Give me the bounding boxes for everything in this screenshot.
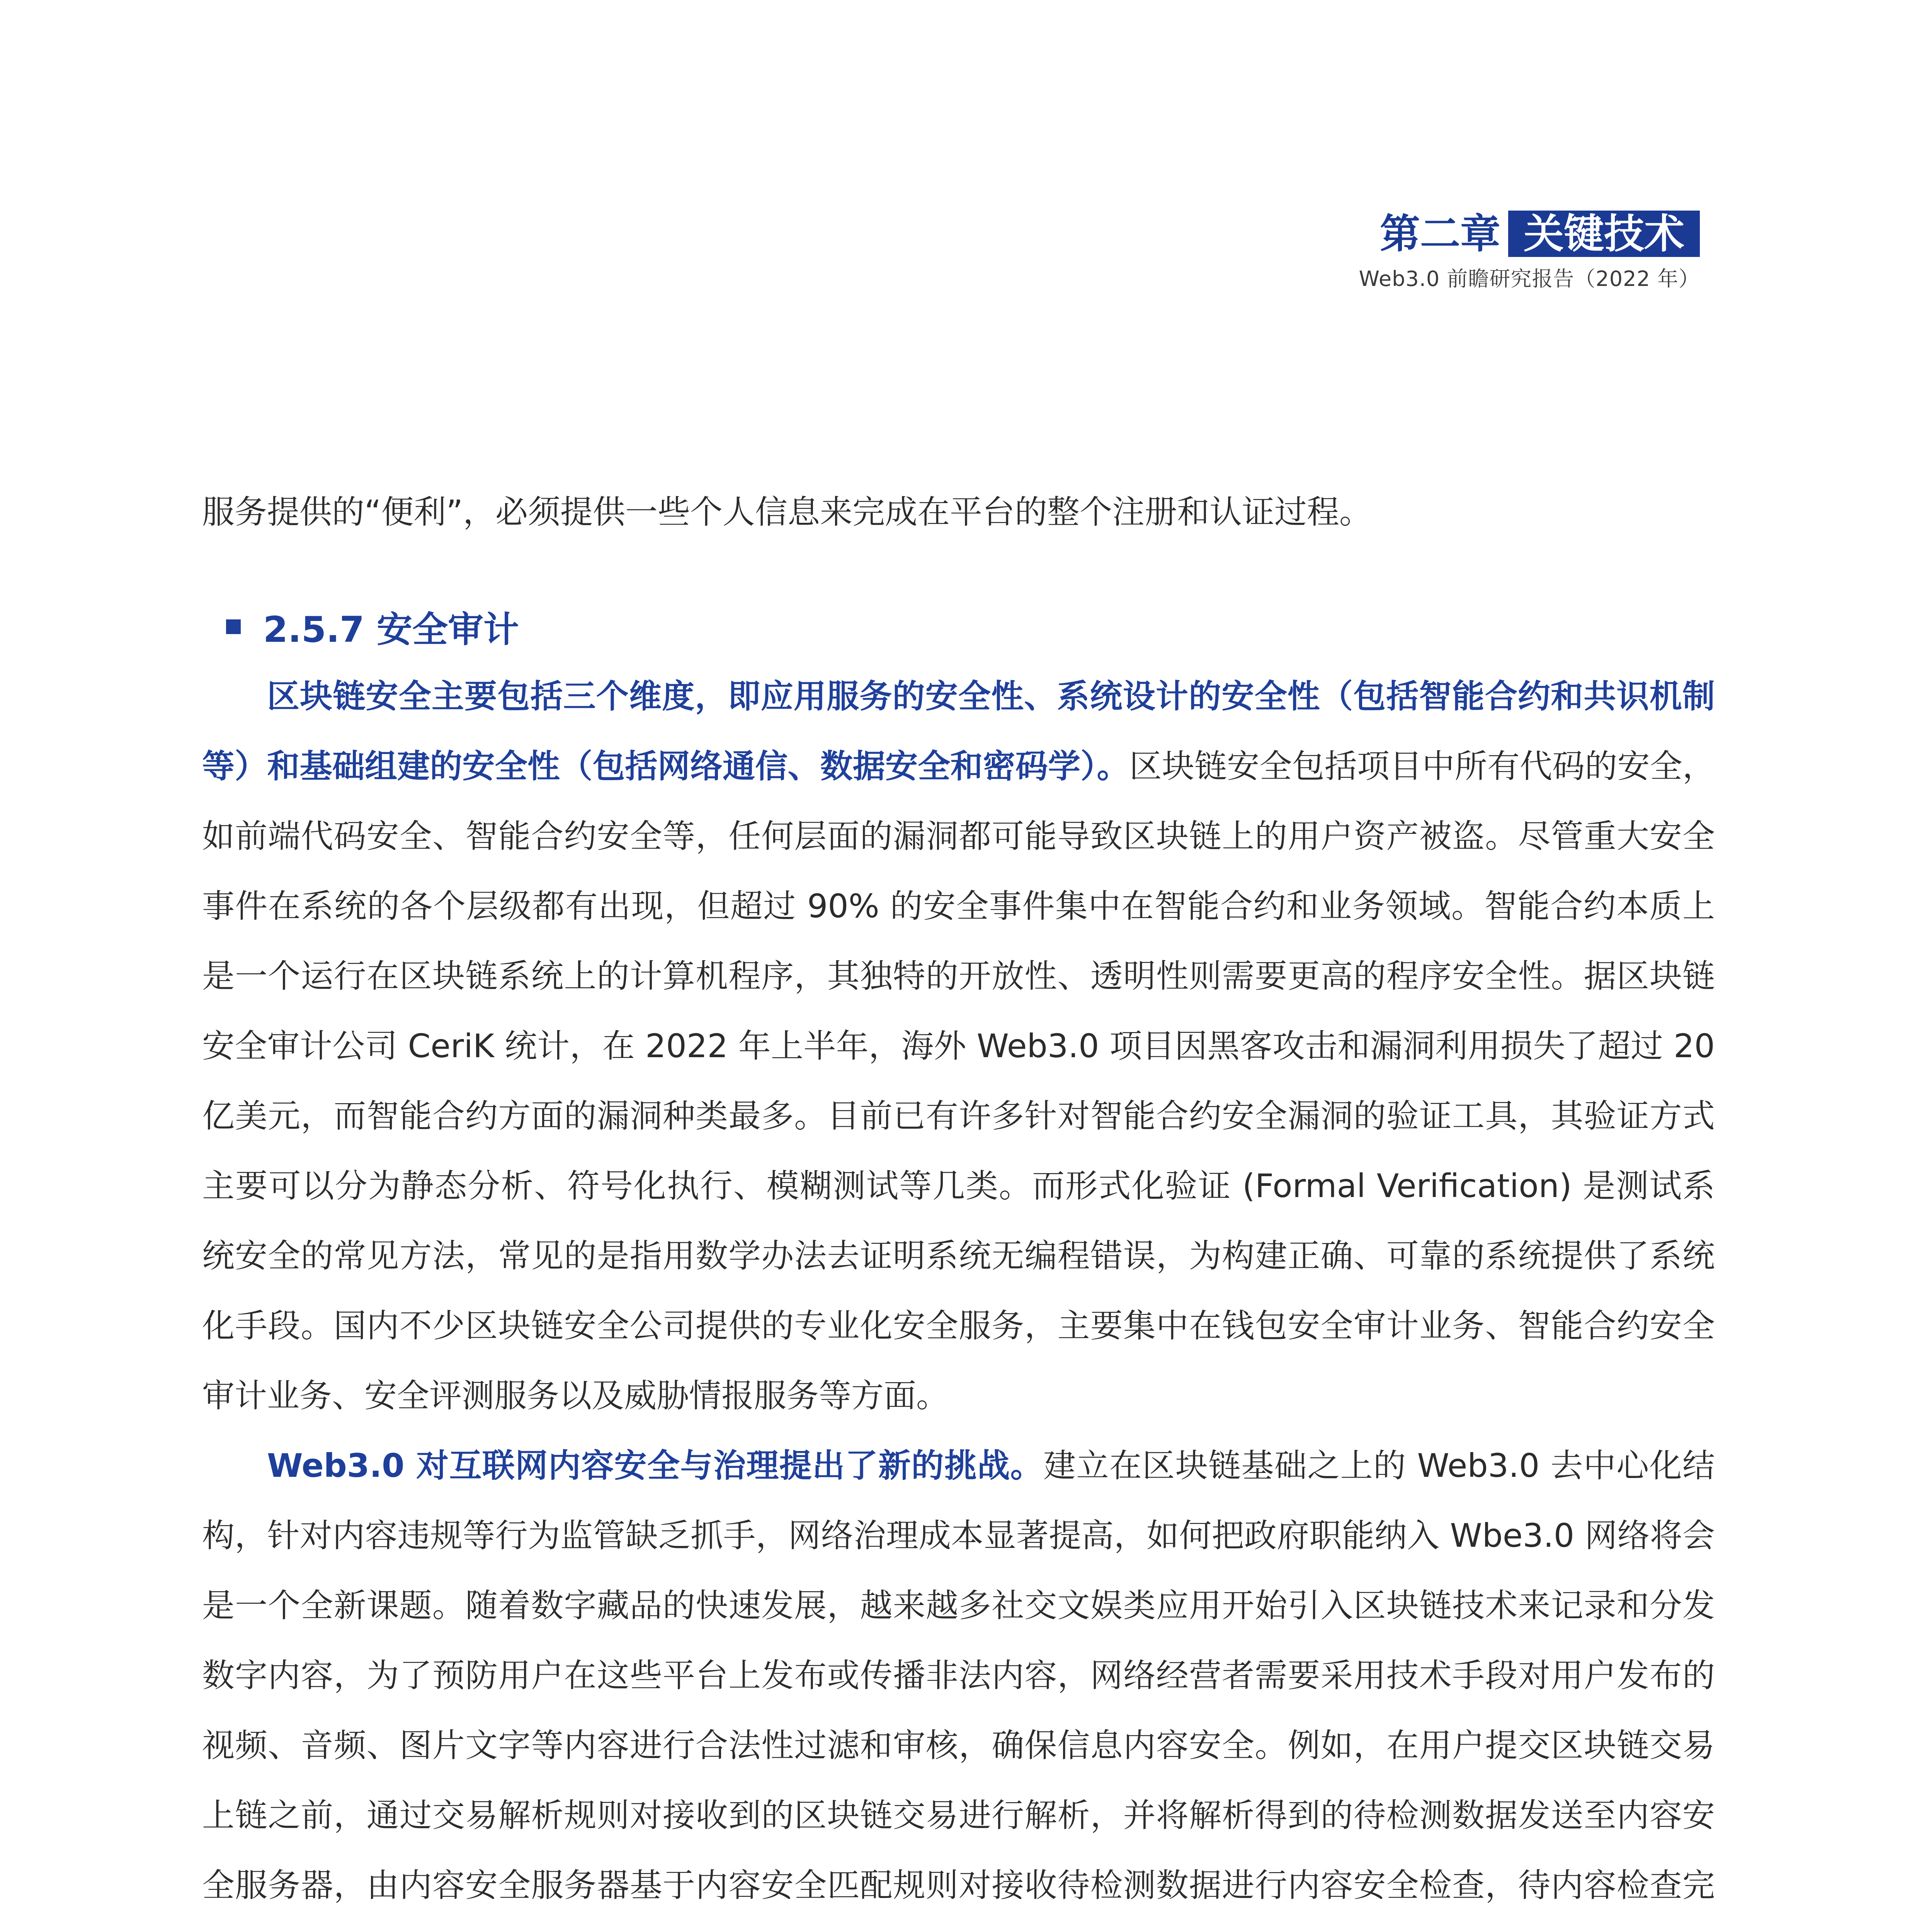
paragraph-content-governance	[202, 1431, 1715, 1932]
intro-paragraph: 服务提供的“便利”，必须提供一些个人信息来完成在平台的整个注册和认证过程。	[202, 493, 1372, 531]
square-bullet-icon	[226, 619, 241, 634]
paragraph-emphasis: 区块链安全主要包括三个维度，即应用服务的安全性、系统设计的安全性（包括智能合约和共识机制等）和基础组建的安全性（包括网络通信、数据安全和密码学）。	[202, 677, 1715, 785]
paragraph-text: 建立在区块链基础之上的 Web3.0 去中心化结构，针对内容违规等行为监管缺乏抓手，网络治理成本显著提高，如何把政府职能纳入 Wbe3.0 网络将会是一个全新课题。随着数字藏品的快速发展，越来越多社交文娱类应用开始引入区块链技术来记录和分发数字内容，为了预防用户在这些平台上发布或传播非法内容，网络经营者需要采用技术手段对用户发布的视频、音频、图片文字等内容进行合法性过滤和审核，确保信息内容安全。例如，在用户提交区块链交易上链之前，通过交易解析规则对接收到的区块链交易进行解析，并将解析得到的待检测数据发送至内容安全服务器，由内容安全服务器基于内容安全匹配规则对接收待检测数据进行内容安全检查，待内容检查完	[202, 1447, 1715, 1904]
paragraph-text: 区块链安全包括项目中所有代码的安全，如前端代码安全、智能合约安全等，任何层面的漏洞都可能导致区块链上的用户资产被盗。尽管重大安全事件在系统的各个层级都有出现，但超过 90% 的安全事件集中在智能合约和业务领域。智能合约本质上是一个运行在区块链系统上的计算机程序，其独特的开放性、透明性则需要更高的程序安全性。据区块链安全审计公司 CeriK 统计，在 2022 年上半年，海外 Web3.0 项目因黑客攻击和漏洞利用损失了超过 20 亿美元，而智能合约方面的漏洞种类最多。目前已有许多针对智能合约安全漏洞的验证工具，其验证方式主要可以分为静态分析、符号化执行、模糊测试等几类。而形式化验证 (Formal Verification) 是测试系统安全的常见方法，常见的是指用数学办法去证明系统无编程错误，为构建正确、可靠的系统提供了系统化手段。国内不少区块链安全公司提供的专业化安全服务，主要集中在钱包安全审计业务、智能合约安全审计业务、安全评测服务以及威胁情报服务等方面。	[202, 747, 1715, 1415]
page-body	[202, 477, 1715, 1932]
section-title: 2.5.7 安全审计	[263, 609, 519, 650]
section-heading	[202, 592, 1715, 662]
chapter-title: 关键技术	[1508, 211, 1700, 257]
paragraph-emphasis: Web3.0 对互联网内容安全与治理提出了新的挑战。	[267, 1447, 1043, 1485]
paragraph-security-dimensions	[202, 662, 1715, 1431]
report-subtitle: Web3.0 前瞻研究报告（2022 年）	[1359, 267, 1700, 291]
chapter-label: 第二章	[1379, 210, 1500, 257]
page-header	[1313, 211, 1700, 292]
chapter-row	[1313, 211, 1700, 257]
